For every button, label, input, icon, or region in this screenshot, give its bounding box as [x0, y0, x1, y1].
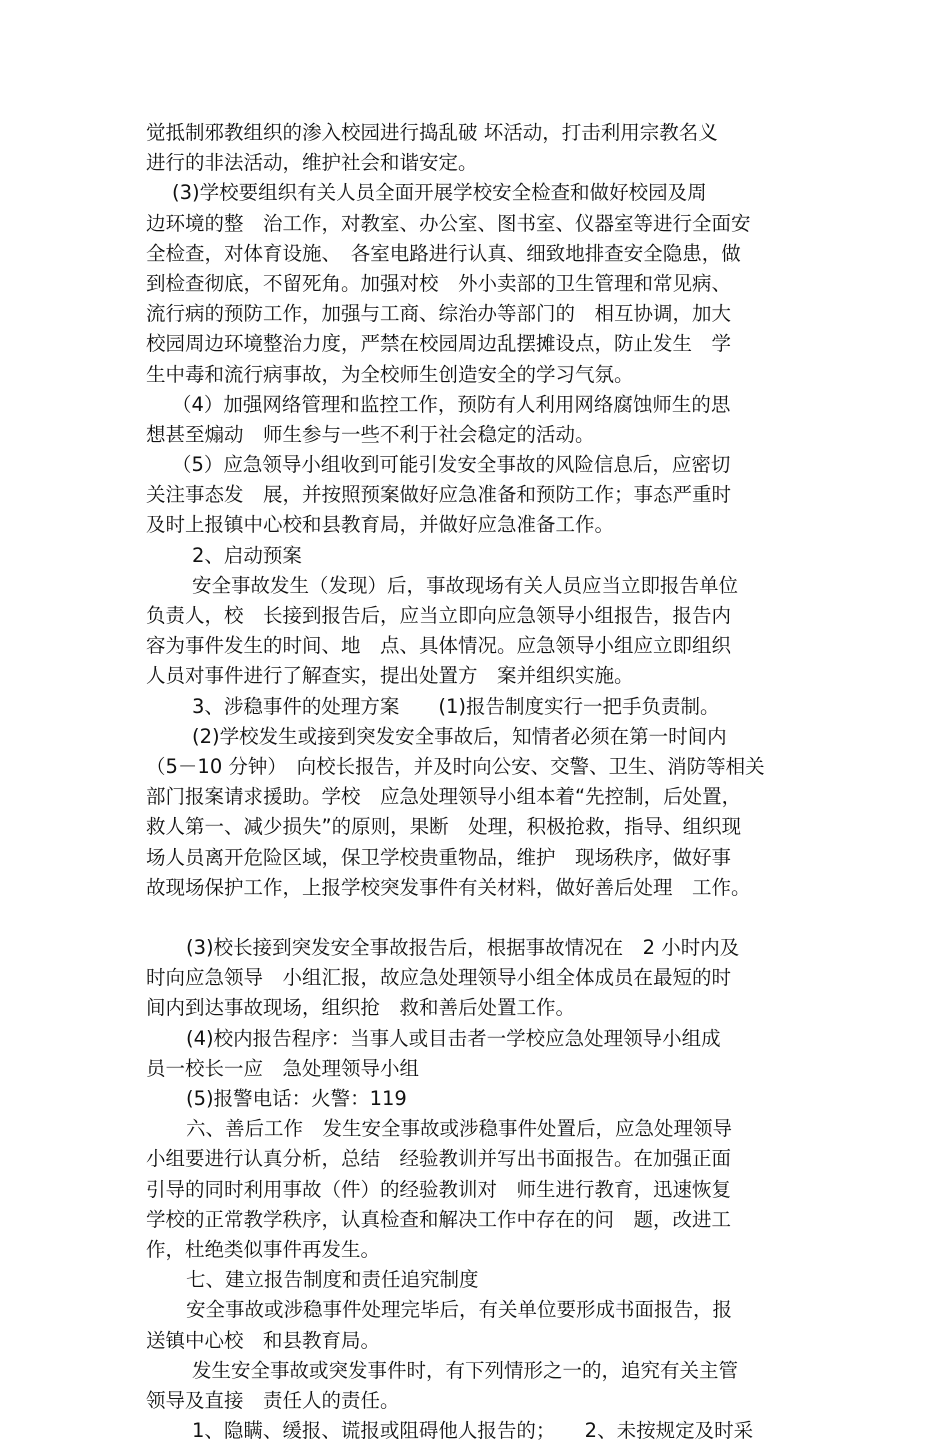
text-line-30: 间内到达事故现场，组织抢 救和善后处置工作。	[146, 996, 576, 1020]
text-line-26: 故现场保护工作，上报学校突发事件有关材料，做好善后处理 工作。	[146, 875, 751, 899]
text-line-24: 救人第一、减少损失”的原则，果断 处理，积极抢救，指导、组织现	[146, 815, 742, 839]
text-line-38: 作，杜绝类似事件再发生。	[146, 1237, 381, 1261]
document-page	[146, 118, 818, 1446]
text-line-44: 1、隐瞒、缓报、谎报或阻碍他人报告的； 2、未按规定及时采	[192, 1419, 754, 1443]
text-line-2: 进行的非法活动，维护社会和谐安定。	[146, 151, 478, 175]
text-line-41: 送镇中心校 和县教育局。	[146, 1328, 381, 1352]
text-line-16: 安全事故发生（发现）后，事故现场有关人员应当立即报告单位	[192, 573, 739, 597]
paragraph-gap	[146, 903, 818, 933]
text-line-29: 时向应急领导 小组汇报，故应急处理领导小组全体成员在最短的时	[146, 966, 732, 990]
text-line-10: （4）加强网络管理和监控工作，预防有人利用网络腐蚀师生的思	[172, 392, 731, 416]
section-heading-start-plan: 2、启动预案	[192, 543, 302, 567]
text-line-25: 场人员离开危险区域，保卫学校贵重物品，维护 现场秩序，做好事	[146, 845, 732, 869]
text-line-42: 发生安全事故或突发事件时，有下列情形之一的，追究有关主管	[192, 1358, 739, 1382]
section-heading-handling: 3、涉稳事件的处理方案 (1)报告制度实行一把手负责制。	[192, 694, 720, 718]
text-line-28: (3)校长接到突发安全事故报告后，根据事故情况在 2 小时内及	[186, 936, 740, 960]
text-line-14: 及时上报镇中心校和县教育局，并做好应急准备工作。	[146, 513, 615, 537]
text-line-1: 觉抵制邪教组织的渗入校园进行捣乱破 坏活动，打击利用宗教名义	[146, 121, 718, 144]
text-line-31: (4)校内报告程序：当事人或目击者一学校应急处理领导小组成	[186, 1026, 721, 1050]
text-line-37: 学校的正常教学秩序，认真检查和解决工作中存在的问 题，改进工	[146, 1207, 732, 1231]
text-line-23: 部门报案请求援助。学校 应急处理领导小组本着“先控制，后处置，	[146, 785, 742, 809]
text-line-8: 校园周边环境整治力度，严禁在校园周边乱摆摊设点，防止发生 学	[146, 332, 732, 356]
section-heading-aftermath: 六、善后工作 发生安全事故或涉稳事件处置后，应急处理领导	[186, 1117, 733, 1141]
text-line-18: 容为事件发生的时间、地 点、具体情况。应急领导小组应立即组织	[146, 634, 732, 658]
text-line-19: 人员对事件进行了解查实，提出处置方 案并组织实施。	[146, 664, 634, 688]
text-line-35: 小组要进行认真分析，总结 经验教训并写出书面报告。在加强正面	[146, 1147, 732, 1171]
text-line-7: 流行病的预防工作，加强与工商、综治办等部门的 相互协调，加大	[146, 302, 732, 326]
text-line-21: (2)学校发生或接到突发安全事故后，知情者必须在第一时间内	[192, 724, 727, 748]
text-line-17: 负责人，校 长接到报告后，应当立即向应急领导小组报告，报告内	[146, 604, 732, 627]
text-line-40: 安全事故或涉稳事件处理完毕后，有关单位要形成书面报告，报	[186, 1298, 733, 1322]
text-line-32: 员一校长一应 急处理领导小组	[146, 1056, 420, 1080]
text-line-9: 生中毒和流行病事故，为全校师生创造安全的学习气氛。	[146, 362, 634, 386]
text-line-5: 全检查，对体育设施、 各室电路进行认真、细致地排查安全隐患，做	[146, 241, 741, 265]
text-line-3: (3)学校要组织有关人员全面开展学校安全检查和做好校园及周	[172, 181, 707, 205]
text-line-22: （5－10 分钟） 向校长报告，并及时向公安、交警、卫生、消防等相关	[146, 754, 765, 778]
text-line-43: 领导及直接 责任人的责任。	[146, 1388, 400, 1412]
alarm-phone-line: (5)报警电话：火警：119	[186, 1087, 407, 1110]
text-line-6: 到检查彻底，不留死角。加强对校 外小卖部的卫生管理和常见病、	[146, 271, 732, 295]
text-line-13: 关注事态发 展，并按照预案做好应急准备和预防工作；事态严重时	[146, 483, 732, 507]
section-heading-accountability: 七、建立报告制度和责任追究制度	[186, 1268, 479, 1292]
text-line-11: 想甚至煽动 师生参与一些不利于社会稳定的活动。	[146, 422, 595, 446]
text-line-12: （5）应急领导小组收到可能引发安全事故的风险信息后，应密切	[172, 453, 731, 477]
text-line-4: 边环境的整 治工作，对教室、办公室、图书室、仪器室等进行全面安	[146, 211, 751, 235]
text-line-36: 引导的同时利用事故（件）的经验教训对 师生进行教育，迅速恢复	[146, 1177, 732, 1201]
